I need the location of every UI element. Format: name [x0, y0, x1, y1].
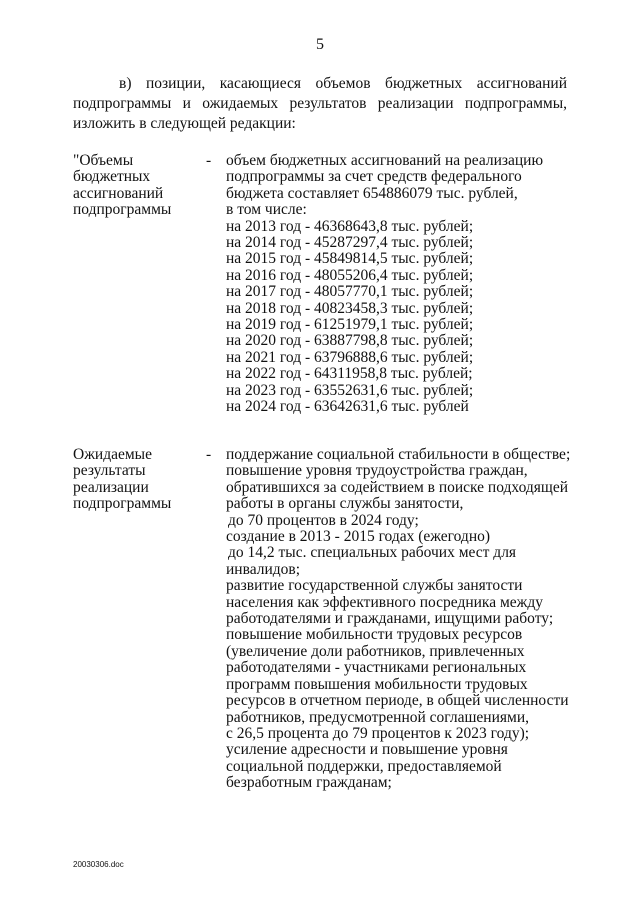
content-line: инвалидов;: [226, 560, 301, 578]
content-line: до 70 процентов в 2024 году;: [228, 511, 419, 529]
content-line: создание в 2013 - 2015 годах (ежегодно): [226, 528, 491, 546]
section-label: [73, 447, 203, 513]
content-line: усиление адресности и повышение уровня: [226, 741, 508, 759]
content-line: в том числе:: [226, 201, 307, 219]
footer-document-code: 20030306.doc: [73, 860, 124, 869]
year-allocation-line: на 2024 год - 63642631,6 тыс. рублей: [226, 398, 469, 416]
year-allocation-line: на 2019 год - 61251979,1 тыс. рублей;: [226, 316, 474, 334]
content-line: населения как эффективного посредника между: [226, 593, 544, 611]
label-line: подпрограммы: [73, 201, 172, 219]
year-allocation-line: на 2014 год - 45287297,4 тыс. рублей;: [226, 234, 474, 252]
year-allocation-line: на 2022 год - 64311958,8 тыс. рублей;: [226, 365, 473, 383]
year-allocation-line: на 2013 год - 46368643,8 тыс. рублей;: [226, 217, 474, 235]
page-number: 5: [316, 36, 324, 53]
content-line: работодателями и гражданами, ищущими работу;: [226, 610, 554, 628]
label-line: подпрограммы: [73, 495, 172, 513]
content-line: программ повышения мобильности трудовых: [226, 675, 528, 693]
content-line: до 14,2 тыс. специальных рабочих мест для: [228, 544, 517, 562]
content-line: развитие государственной службы занятости: [226, 577, 523, 595]
content-line: ресурсов в отчетном периоде, в общей численности: [226, 692, 569, 710]
content-line: социальной поддержки, предоставляемой: [226, 757, 502, 775]
content-line: работодателями - участниками региональных: [226, 659, 527, 677]
content-line: поддержание социальной стабильности в обществе;: [226, 446, 571, 463]
year-allocation-line: на 2016 год - 48055206,4 тыс. рублей;: [226, 266, 474, 284]
content-line: объем бюджетных ассигнований на реализацию: [226, 152, 544, 169]
label-line: реализации: [73, 478, 149, 496]
content-line: бюджета составляет 654886079 тыс. рублей,: [226, 184, 518, 202]
content-line: обратившихся за содействием в поиске подходящей: [226, 478, 569, 496]
label-line: ассигнований: [73, 184, 164, 202]
label-line: "Объемы: [73, 152, 134, 169]
section-dash: -: [206, 152, 212, 169]
intro-paragraph: [73, 74, 567, 134]
year-allocation-line: на 2020 год - 63887798,8 тыс. рублей;: [226, 332, 474, 350]
label-line: бюджетных: [73, 168, 151, 186]
content-line: (увеличение доли работников, привлеченных: [226, 642, 525, 660]
intro-line-2: подпрограммы и ожидаемых результатов реализации подпрограммы,: [73, 95, 567, 112]
content-line: повышение мобильности трудовых ресурсов: [226, 626, 523, 644]
year-allocation-line: на 2017 год - 48057770,1 тыс. рублей;: [226, 283, 474, 301]
content-line: с 26,5 процента до 79 процентов к 2023 году);: [226, 724, 530, 742]
label-line: Ожидаемые: [73, 446, 152, 463]
content-line: работников, предусмотренной соглашениями,: [226, 708, 530, 726]
year-allocation-line: на 2023 год - 63552631,6 тыс. рублей;: [226, 381, 474, 399]
label-line: результаты: [73, 462, 146, 480]
content-line: повышение уровня трудоустройства граждан,: [226, 462, 528, 480]
section-dash: -: [206, 446, 212, 463]
year-allocation-line: на 2018 год - 40823458,3 тыс. рублей;: [226, 299, 474, 317]
intro-line-3: изложить в следующей редакции:: [73, 115, 296, 132]
content-line: безработным гражданам;: [226, 774, 392, 792]
section-content: [226, 447, 571, 792]
section-content: [226, 153, 571, 416]
content-line: подпрограммы за счет средств федерального: [226, 168, 522, 186]
intro-line-1: в) позиции, касающиеся объемов бюджетных ассигнований: [119, 75, 567, 92]
content-line: работы в органы службы занятости,: [226, 495, 464, 513]
section-label: [73, 153, 203, 219]
year-allocation-line: на 2015 год - 45849814,5 тыс. рублей;: [226, 250, 474, 268]
year-allocation-line: на 2021 год - 63796888,6 тыс. рублей;: [226, 348, 474, 366]
